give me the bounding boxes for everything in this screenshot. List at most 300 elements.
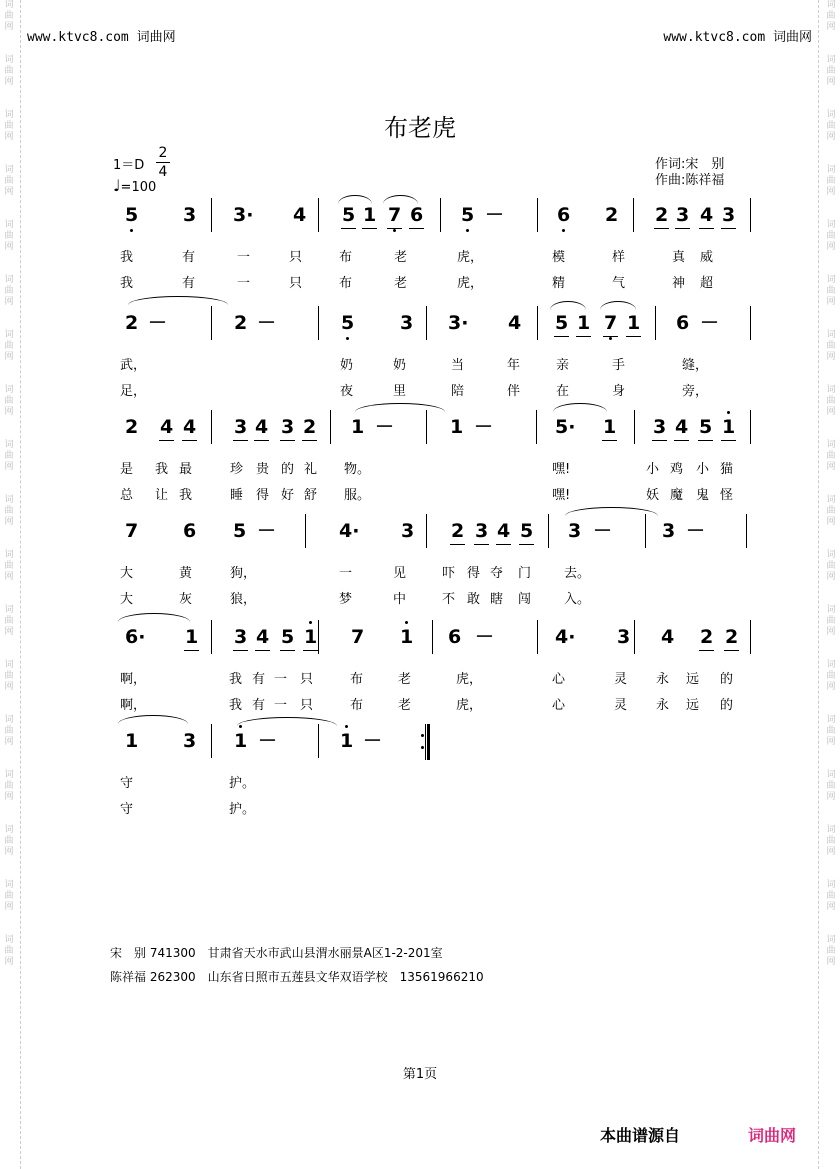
note-value: 3 (653, 416, 667, 438)
low-octave-dot (562, 229, 565, 232)
lyric-verse-2: 远 (686, 698, 700, 713)
lyric-verse-1: 夺 (490, 566, 504, 581)
lyric-verse-2: 在 (556, 384, 570, 399)
lyric-verse-1: 只 (289, 250, 303, 265)
composer: 作曲:陈祥福 (655, 173, 725, 188)
lyric-verse-2: 心 (552, 698, 566, 713)
slur (237, 717, 337, 726)
lyric-verse-1: 礼 (304, 462, 318, 477)
note (375, 417, 394, 437)
note (125, 417, 138, 437)
note-value: － (474, 416, 494, 438)
note (475, 627, 494, 647)
low-octave-dot (609, 337, 612, 340)
lyric-verse-1: 布 (350, 672, 364, 687)
note (148, 313, 167, 333)
bar-line (305, 514, 306, 548)
note-value: 6 (448, 626, 462, 648)
note (183, 417, 196, 437)
note-value: 4 (497, 520, 511, 542)
note-value: 5 (520, 520, 534, 542)
lyric-verse-2: 梦 (339, 592, 353, 607)
page-number: 第1页 (402, 1067, 438, 1082)
note (234, 313, 247, 333)
note-value: 3 (662, 520, 676, 542)
eighth-underline (409, 228, 424, 229)
note-value: 4· (339, 520, 360, 542)
note (448, 313, 468, 333)
note-value: 3 (676, 204, 690, 226)
note (555, 417, 575, 437)
note (557, 205, 570, 225)
note-value: 1 (627, 312, 641, 334)
bar-line (634, 410, 635, 444)
note (281, 627, 294, 647)
note (351, 627, 364, 647)
bar-line (746, 514, 747, 548)
low-octave-dot (130, 229, 133, 232)
note (125, 521, 138, 541)
note (603, 417, 616, 437)
lyric-verse-2: 入。 (564, 592, 591, 607)
lyric-verse-1: 狗， (230, 566, 257, 581)
lyric-verse-2: 一 (237, 276, 251, 291)
lyric-verse-1: 我 (120, 250, 134, 265)
slur (338, 195, 372, 204)
lyric-verse-2: 超 (700, 276, 714, 291)
slur (128, 296, 228, 305)
note-value: 6· (125, 626, 146, 648)
bar-line (537, 198, 538, 232)
note-value: 2 (303, 416, 317, 438)
note (555, 313, 568, 333)
note-value: 1 (185, 626, 199, 648)
note (160, 417, 173, 437)
eighth-underline (721, 440, 736, 441)
source-label: 本曲谱源自 (600, 1126, 681, 1145)
note-value: 1 (351, 416, 365, 438)
eighth-underline (496, 544, 511, 545)
note-value: 4 (255, 416, 269, 438)
note (340, 731, 353, 751)
note (676, 313, 689, 333)
note-value: － (475, 626, 495, 648)
lyric-verse-1: 样 (612, 250, 626, 265)
eighth-underline (519, 544, 534, 545)
site-name-right: 词曲网 (772, 30, 812, 45)
lyric-verse-1: 奶 (393, 358, 407, 373)
lyric-verse-2: 总 (120, 488, 134, 503)
lyric-verse-2: 气 (612, 276, 626, 291)
eighth-underline (341, 228, 356, 229)
note-value: － (485, 204, 505, 226)
note-value: 1 (577, 312, 591, 334)
note (676, 205, 689, 225)
note (662, 521, 675, 541)
lyric-verse-2: 神 (672, 276, 686, 291)
lyricist: 作词:宋 别 (655, 157, 725, 172)
tempo-value: =100 (120, 180, 157, 195)
bar-line (548, 514, 549, 548)
note (363, 205, 376, 225)
lyric-verse-1: 的 (281, 462, 295, 477)
bar-line (634, 620, 635, 654)
lyric-verse-1: 武， (120, 358, 147, 373)
lyric-verse-1: 永 (656, 672, 670, 687)
lyric-verse-2: 布 (339, 276, 353, 291)
note (461, 205, 474, 225)
tempo-marking (113, 176, 156, 195)
source-brand-link[interactable]: 词曲网 (748, 1126, 797, 1145)
lyric-verse-1: 远 (686, 672, 700, 687)
low-octave-dot (346, 337, 349, 340)
note (617, 627, 630, 647)
lyric-verse-1: 老 (394, 250, 408, 265)
lyric-verse-1: 亲 (556, 358, 570, 373)
note (400, 313, 413, 333)
note (725, 627, 738, 647)
note-value: － (257, 312, 277, 334)
note (497, 521, 510, 541)
eighth-underline (303, 650, 318, 651)
note-value: 3 (617, 626, 631, 648)
eighth-underline (724, 650, 739, 651)
lyric-verse-1: 布 (339, 250, 353, 265)
note (700, 627, 713, 647)
note (125, 205, 138, 225)
lyric-verse-1: 物。 (344, 462, 371, 477)
note-value: 2 (655, 204, 669, 226)
note-value: － (686, 520, 706, 542)
note (293, 205, 306, 225)
note-value: 4· (555, 626, 576, 648)
note-value: 6 (183, 520, 197, 542)
note-value: 4 (508, 312, 522, 334)
lyric-verse-2: 的 (720, 698, 734, 713)
lyric-verse-2: 鬼 (696, 488, 710, 503)
note-value: － (258, 730, 278, 752)
note (450, 417, 463, 437)
lyric-verse-1: 心 (552, 672, 566, 687)
lyric-verse-2: 中 (393, 592, 407, 607)
lyric-verse-2: 足， (120, 384, 147, 399)
note-value: 5 (342, 204, 356, 226)
eighth-underline (603, 336, 618, 337)
note (448, 627, 461, 647)
lyric-verse-2: 虎， (456, 698, 483, 713)
note (568, 521, 581, 541)
eighth-underline (654, 228, 669, 229)
note-value: 1 (340, 730, 354, 752)
note-value: 1 (304, 626, 318, 648)
note-value: 3· (233, 204, 254, 226)
note (722, 417, 735, 437)
bar-line (318, 620, 319, 654)
note-value: － (375, 416, 395, 438)
note-value: 3 (183, 730, 197, 752)
eighth-underline (721, 228, 736, 229)
note-value: 4 (256, 626, 270, 648)
note (125, 313, 138, 333)
eighth-underline (362, 228, 377, 229)
lyric-verse-2: 老 (398, 698, 412, 713)
note (388, 205, 401, 225)
note-value: 4 (675, 416, 689, 438)
bar-line (211, 620, 212, 654)
bar-line (426, 410, 427, 444)
slur (383, 195, 418, 204)
note (234, 627, 247, 647)
lyric-verse-1: 一 (237, 250, 251, 265)
note (234, 731, 247, 751)
note (125, 627, 145, 647)
note-value: 1 (450, 416, 464, 438)
lyric-verse-2: 我 (179, 488, 193, 503)
bar-line (426, 514, 427, 548)
note-value: 2 (125, 416, 139, 438)
lyric-verse-2: 伴 (507, 384, 521, 399)
eighth-underline (675, 228, 690, 229)
note (351, 417, 364, 437)
lyric-verse-2: 布 (350, 698, 364, 713)
bar-line (750, 198, 751, 232)
eighth-underline (699, 228, 714, 229)
note (485, 205, 504, 225)
lyric-verse-1: 虎， (456, 672, 483, 687)
note-value: 4 (183, 416, 197, 438)
lyric-verse-1: 黄 (179, 566, 193, 581)
note-value: 5 (341, 312, 355, 334)
lyric-verse-1: 啊， (120, 672, 147, 687)
slur (600, 301, 636, 310)
note-value: 2 (605, 204, 619, 226)
lyric-verse-2: 有 (182, 276, 196, 291)
note-value: 3 (568, 520, 582, 542)
note (653, 417, 666, 437)
eighth-underline (233, 650, 248, 651)
note-value: 1 (400, 626, 414, 648)
high-octave-dot (727, 411, 730, 414)
note (258, 731, 277, 751)
note-value: 2 (700, 626, 714, 648)
note (508, 313, 521, 333)
note-value: 1 (125, 730, 139, 752)
lyric-verse-2: 旁， (682, 384, 709, 399)
note (341, 313, 354, 333)
note (686, 521, 705, 541)
site-url-left[interactable]: www.ktvc8.com (27, 30, 129, 45)
eighth-underline (182, 440, 197, 441)
note (700, 313, 719, 333)
lyric-verse-1: 守 (120, 776, 134, 791)
lyric-verse-2: 老 (394, 276, 408, 291)
note-value: 5 (125, 204, 139, 226)
header-right (663, 26, 812, 45)
lyric-verse-2: 魔 (670, 488, 684, 503)
note (401, 521, 414, 541)
lyric-verse-1: 一 (274, 672, 288, 687)
lyric-verse-2: 妖 (646, 488, 660, 503)
note-value: 3 (234, 626, 248, 648)
repeat-barline (421, 724, 429, 760)
note-value: 4 (700, 204, 714, 226)
lyric-verse-2: 只 (300, 698, 314, 713)
lyric-verse-2: 虎， (457, 276, 484, 291)
lyric-verse-2: 一 (274, 698, 288, 713)
note-value: 3 (475, 520, 489, 542)
eighth-underline (698, 440, 713, 441)
note-value: 7 (125, 520, 139, 542)
lyric-verse-2: 大 (120, 592, 134, 607)
note (577, 313, 590, 333)
note (342, 205, 355, 225)
lyric-verse-1: 见 (393, 566, 407, 581)
note-value: 4 (293, 204, 307, 226)
lyric-verse-1: 模 (552, 250, 566, 265)
note-value: － (148, 312, 168, 334)
lyric-verse-2: 闯 (518, 592, 532, 607)
note (304, 627, 317, 647)
eighth-underline (184, 650, 199, 651)
slur (550, 301, 586, 310)
note (234, 417, 247, 437)
note-value: － (700, 312, 720, 334)
bar-line (211, 198, 212, 232)
bar-line (318, 306, 319, 340)
lyric-verse-1: 最 (179, 462, 193, 477)
bar-line (645, 514, 646, 548)
bar-line (750, 620, 751, 654)
note-value: 1 (234, 730, 248, 752)
eighth-underline (626, 336, 641, 337)
note (593, 521, 612, 541)
high-octave-dot (345, 725, 348, 728)
note-value: 5 (233, 520, 247, 542)
lyric-verse-2: 怪 (720, 488, 734, 503)
lyric-verse-1: 缝， (682, 358, 709, 373)
lyric-verse-2: 只 (289, 276, 303, 291)
slur (355, 403, 445, 412)
note (183, 521, 196, 541)
lyric-verse-1: 贵 (256, 462, 270, 477)
eighth-underline (254, 440, 269, 441)
key-signature: 1＝D (113, 158, 145, 173)
slur (118, 715, 188, 724)
slur (118, 613, 190, 622)
side-watermark-left: 词 曲 网 词 曲 网 词 曲 网 词 曲 网 词 曲 网 词 曲 网 词 曲 网 词 曲 网 词 曲 网 词 曲 网 词 曲 网 词 曲 网 词 曲 网 词 曲 网 词 曲 网 词 曲 网 词 曲 网 词 曲 网 (4, 0, 14, 967)
note-value: 5· (555, 416, 576, 438)
lyric-verse-1: 的 (720, 672, 734, 687)
lyric-verse-2: 好 (281, 488, 295, 503)
note-value: 1 (603, 416, 617, 438)
lyric-verse-2: 灵 (614, 698, 628, 713)
time-signature (156, 145, 170, 180)
note (256, 627, 269, 647)
side-watermark-right: 词 曲 网 词 曲 网 词 曲 网 词 曲 网 词 曲 网 词 曲 网 词 曲 网 词 曲 网 词 曲 网 词 曲 网 词 曲 网 词 曲 网 词 曲 网 词 曲 网 词 曲 网 词 曲 网 词 曲 网 词 曲 网 (826, 0, 836, 967)
time-numerator: 2 (158, 145, 168, 161)
eighth-underline (554, 336, 569, 337)
eighth-underline (387, 228, 402, 229)
lyric-verse-1: 得 (467, 566, 481, 581)
note-value: 1 (722, 416, 736, 438)
bar-line (633, 198, 634, 232)
lyric-verse-2: 瞎 (490, 592, 504, 607)
lyric-verse-2: 灰 (179, 592, 193, 607)
note (339, 521, 359, 541)
lyric-verse-1: 小 (696, 462, 710, 477)
bar-line (426, 306, 427, 340)
note (303, 417, 316, 437)
header-left (27, 26, 176, 45)
note-value: 4 (160, 416, 174, 438)
lyric-verse-1: 真 (672, 250, 686, 265)
eighth-underline (652, 440, 667, 441)
lyric-verse-2: 永 (656, 698, 670, 713)
lyric-verse-1: 鸡 (670, 462, 684, 477)
bar-line (655, 306, 656, 340)
note-value: 4 (661, 626, 675, 648)
note (185, 627, 198, 647)
song-title: 布老虎 (384, 114, 456, 142)
note (699, 417, 712, 437)
eighth-underline (255, 650, 270, 651)
slur (553, 403, 607, 412)
eighth-underline (474, 544, 489, 545)
note-value: 5 (461, 204, 475, 226)
note (363, 731, 382, 751)
note-value: － (363, 730, 383, 752)
site-url-right[interactable]: www.ktvc8.com (663, 30, 766, 45)
site-name-left: 词曲网 (136, 30, 176, 45)
lyric-verse-1: 灵 (614, 672, 628, 687)
note (475, 521, 488, 541)
note (410, 205, 423, 225)
note-value: 3 (234, 416, 248, 438)
lyric-verse-2: 让 (155, 488, 169, 503)
lyric-verse-2: 夜 (340, 384, 354, 399)
note-value: 2 (725, 626, 739, 648)
lyric-verse-1: 虎， (457, 250, 484, 265)
lyric-verse-1: 猫 (720, 462, 734, 477)
note (281, 417, 294, 437)
bar-line (330, 410, 331, 444)
eighth-underline (159, 440, 174, 441)
lyric-verse-2: 服。 (344, 488, 371, 503)
lyric-verse-2: 有 (252, 698, 266, 713)
contact-lyricist: 宋 别 741300 甘肃省天水市武山县渭水丽景A区1-2-201室 (110, 946, 443, 960)
lyric-verse-1: 手 (612, 358, 626, 373)
lyric-verse-2: 身 (612, 384, 626, 399)
note-value: － (593, 520, 613, 542)
note (451, 521, 464, 541)
note-value: 5 (281, 626, 295, 648)
lyric-verse-2: 护。 (229, 802, 256, 817)
lyric-verse-1: 我 (155, 462, 169, 477)
lyric-verse-2: 精 (552, 276, 566, 291)
note-value: 3 (722, 204, 736, 226)
note (605, 205, 618, 225)
note-value: 1 (363, 204, 377, 226)
eighth-underline (302, 440, 317, 441)
lyric-verse-2: 啊， (120, 698, 147, 713)
note (183, 205, 196, 225)
bar-line (440, 198, 441, 232)
eighth-underline (699, 650, 714, 651)
high-octave-dot (405, 621, 408, 624)
bar-line (211, 724, 212, 758)
lyric-verse-1: 珍 (230, 462, 244, 477)
slur (565, 507, 658, 516)
